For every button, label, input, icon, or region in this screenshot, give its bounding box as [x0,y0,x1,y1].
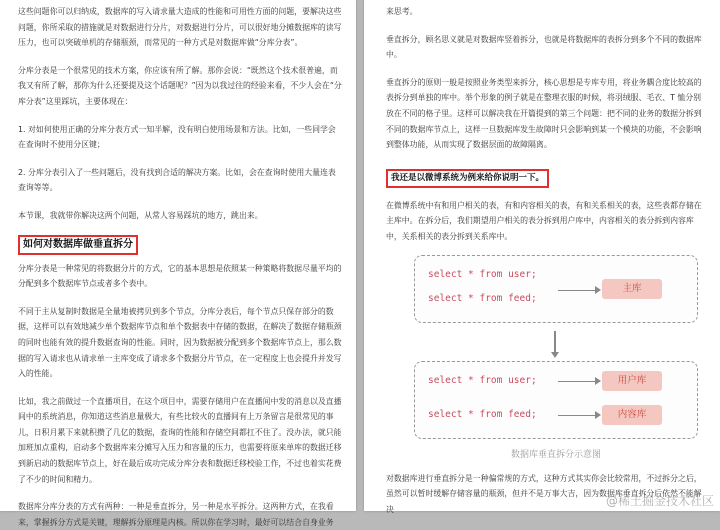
content-db: 内容库 [602,405,662,425]
sql-query: select * from feed; [428,408,537,420]
vertical-split-diagram [414,251,698,460]
paragraph: 数据库分库分表的方式有两种：一种是垂直拆分，另一种是水平拆分。这两种方式，在我看来，掌握拆分方式是关键，理解拆分原理是内核。所以你在学习时，最好可以结合自身业务 [18,502,334,527]
highlighted-heading: 我还是以微博系统为例来给你说明一下。 [386,169,549,188]
watermark: @稀土掘金技术社区 [605,494,714,508]
paragraph: 1. 对如何使用正确的分库分表方式一知半解，没有明白使用场景和方法。比如，一些同学会在查询时不使用分区键； [18,124,336,150]
paragraph: 垂直拆分，顾名思义就是对数据库竖着拆分，也就是将数据库的表拆分到多个不同的数据库中。 [386,34,702,60]
paragraph: 在微博系统中有和用户相关的表，有和内容相关的表，有和关系相关的表，这些表都存储在主库中。在拆分后，我们期望用户相关的表分拆到用户库中，内容相关的表分拆到内容库中，关系相关的表分拆到关系库中。 [386,200,702,241]
paragraph: 来思考。 [386,7,418,16]
paragraph: 这些问题你可以归纳成，数据库的写入请求量大造成的性能和可用性方面的问题，要解决这些问题，你所采取的措施就是对数据进行分片，对数据进行分片，可以很好地分摊数据库的读写压力，也可以突破单机的存储瓶颈，而常见的一种方式是对数据库做“分库分表”。 [18,7,342,48]
paragraph: 分库分表是一个很常见的技术方案，你应该有所了解。那你会说：“既然这个技术很普遍，而我又有所了解，那你为什么还要提及这个话题呢？”因为以我过往的经验来看，不少人会在“分库分表”这里踩坑，主要体现在： [18,65,342,106]
paragraph: 对数据库进行垂直拆分是一种偏常规的方式，这种方式其实你会比较常用，不过拆分之后，虽然可以暂时缓解存储容量的瓶颈，但并不是万事大吉，因为数据库垂直拆分后依然不能解决 [386,473,702,514]
arrow-right-icon [558,381,596,383]
user-db: 用户库 [602,371,662,391]
sql-query: select * from feed; [428,292,537,304]
paragraph: 不同于主从复制时数据是全量地被拷贝到多个节点，分库分表后，每个节点只保存部分的数据，这样可以有效地减少单个数据库节点和单个数据表中存储的数据，在解决了数据存储瓶颈的同时也能有效的提升数据查询的性能。同时，因为数据被分配到多个数据库节点上，那么数据的写入请求也从请求单一主库变成了请求多个数据分片节点，在一定程度上也会提升并发写入的性能。 [18,306,342,379]
left-page [0,0,356,527]
right-page [364,0,720,514]
paragraph: 分库分表是一种常见的将数据分片的方式，它的基本思想是依照某一种策略将数据尽量平均的分配到多个数据库节点或者多个表中。 [18,263,342,289]
paragraph: 本节课，我就带你解决这两个问题，从常人容易踩坑的地方，跳出来。 [18,210,263,220]
arrow-right-icon [558,415,596,417]
paragraph: 2. 分库分表引入了一些问题后，没有找到合适的解决方案。比如，会在查询时使用大量连表查询等等。 [18,167,336,193]
arrow-right-icon [558,290,596,292]
paragraph: 垂直拆分的原则一般是按照业务类型来拆分，核心思想是专库专用，将业务耦合度比较高的表拆分到单独的库中。举个形象的例子就是在整理衣服的时候，将羽绒服、毛衣、T 恤分别放在不同的格子里。这样可以解决我在开篇提到的第三个问题：把不同的业务的数据分拆到不同的数据库节点上，这样一旦数据库发生故障时只会影响到某一个模块的功能，不会影响到整体功能，从而实现了数据层面的故障隔离。 [386,77,702,150]
diagram-caption: 数据库垂直拆分示意图 [510,449,601,460]
sql-query: select * from user; [428,268,537,280]
paragraph: 比如，我之前做过一个直播项目，在这个项目中，需要存储用户在直播间中发的消息以及直播间中的系统消息，你知道这些消息量极大，有些比较火的直播间有上万条留言是很常见的事儿，日积月累下来就积攒了几亿的数据，查询的性能和存储空间都扛不住了。没办法，就只能加班加点重构，启动多个数据库来分摊写入压力和容量的压力，也需要将原来单库的数据迁移到新启动的数据库节点上，好在最后成功完成分库分表和数据迁移校验工作，不过也着实花费了不少的时间和精力。 [18,396,342,484]
section-heading: 如何对数据库做垂直拆分 [18,235,138,255]
main-db: 主库 [602,279,662,299]
sql-query: select * from user; [428,374,537,386]
arrow-down-icon [554,331,556,353]
